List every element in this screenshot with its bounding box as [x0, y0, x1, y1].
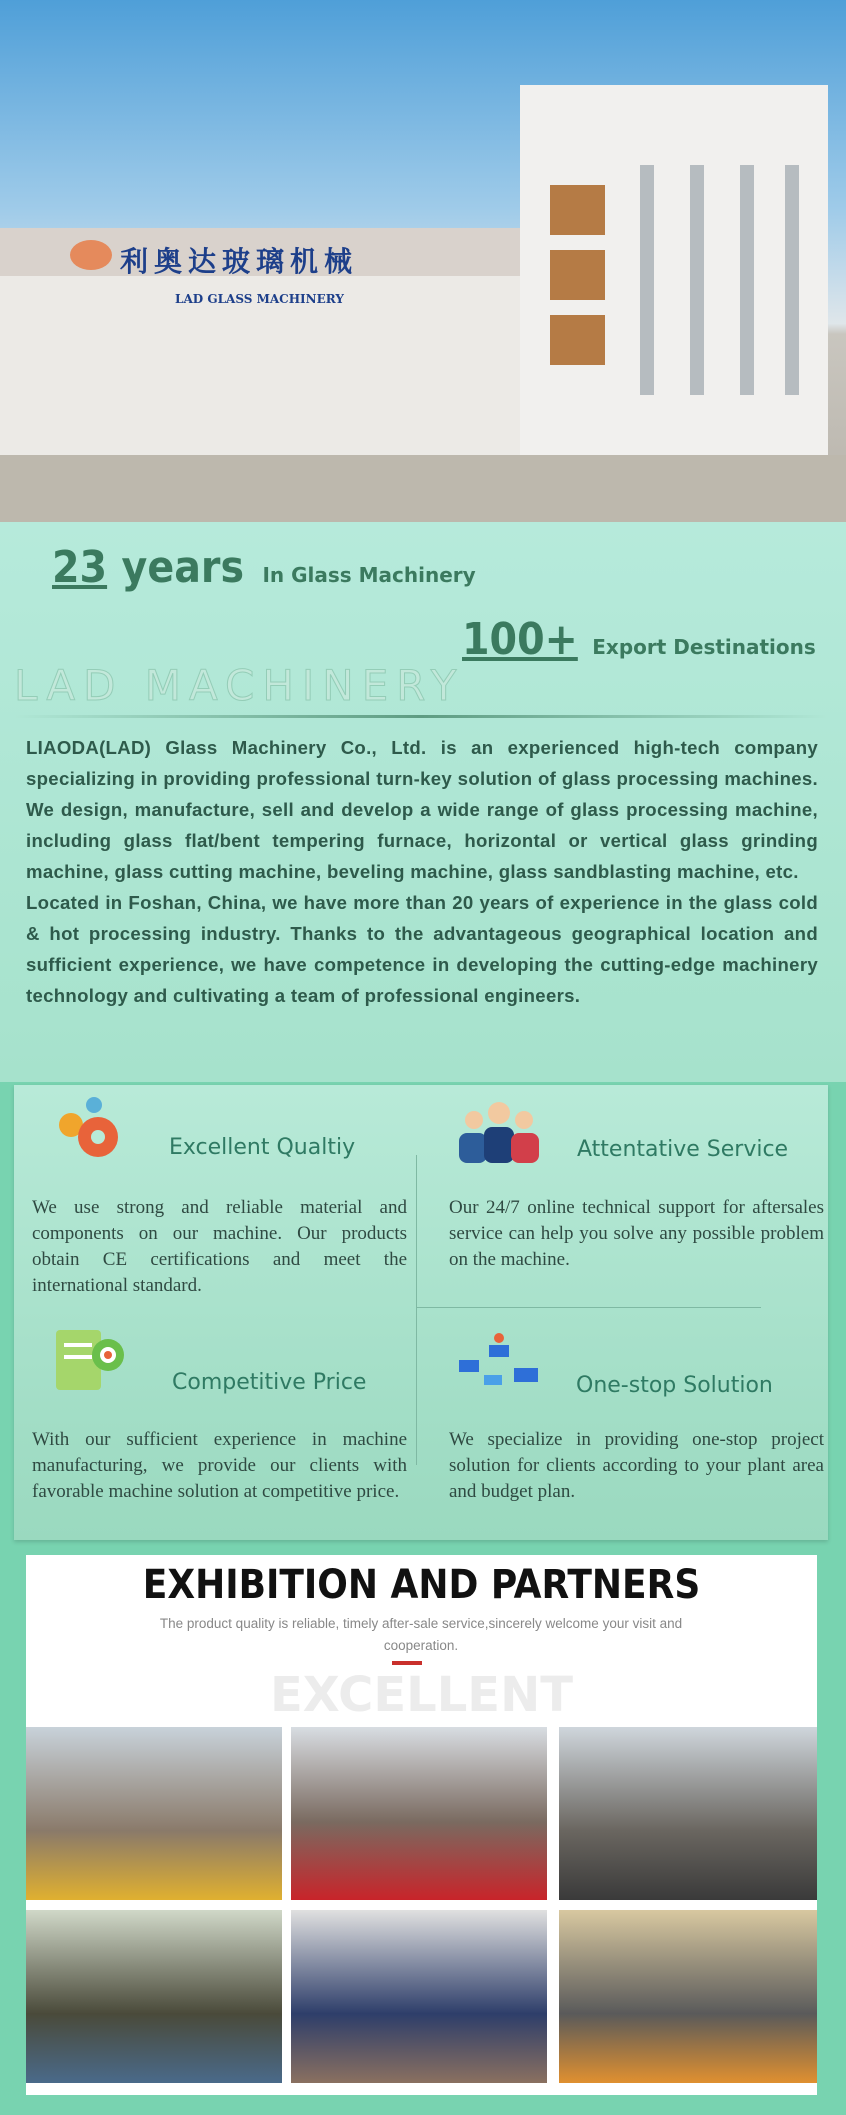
- divider: [416, 1307, 761, 1308]
- section-title: EXHIBITION AND PARTNERS: [142, 1562, 701, 1608]
- feature-service-desc: Our 24/7 online technical support for aftersales service can help you solve any possible problem on the machine.: [449, 1197, 824, 1270]
- accent-bar: [392, 1661, 422, 1665]
- company-logo: [70, 240, 112, 270]
- partner-photo: [559, 1910, 817, 2083]
- stats-section: [0, 522, 846, 1082]
- exhibition-photo: [559, 1727, 817, 1900]
- factory-photo: [0, 0, 846, 522]
- office-building: [520, 85, 828, 463]
- section-subtitle: The product quality is reliable, timely after-sale service,sincerely welcome your visit and cooperation.: [159, 1616, 683, 1653]
- feature-onestop-desc: We specialize in providing one-stop project solution for clients according to your plant area and budget plan.: [449, 1429, 824, 1502]
- watermark: LAD MACHINERY: [14, 661, 465, 710]
- divider: [14, 715, 828, 718]
- feature-service: Attentative Service: [577, 1137, 789, 1162]
- factory-sign-en: LAD GLASS MACHINERY: [175, 292, 344, 306]
- company-intro: LIAODA(LAD) Glass Machinery Co., Ltd. is an experienced high-tech company specializing in providing professional turn-key solution of glass processing machines. We design, manufacture, sell and develop a wide range of glass processing machine, including glass flat/bent tempering furnace, horizontal or vertical glass grinding machine, glass cutting machine, beveling machine, glass sandblasting machine, etc. Located in Foshan, China, we have more than 20 years of experience in the glass cold & hot processing industry. Thanks to the advantageous geographical location and sufficient experience, we have competence in developing the cutting-edge machinery technology and cultivating a team of professional engineers.: [26, 737, 818, 1006]
- export-stat: 100+ Export Destinations: [462, 614, 816, 665]
- feature-price-desc: With our sufficient experience in machine manufacturing, we provide our clients with favorable machine solution at competitive price.: [32, 1429, 407, 1502]
- partner-photo: [26, 1910, 282, 2083]
- feature-quality: Excellent Qualtiy: [169, 1135, 356, 1160]
- feature-onestop: One-stop Solution: [576, 1373, 773, 1398]
- years-stat: 23 years In Glass Machinery: [52, 542, 476, 593]
- partner-photo: [291, 1910, 547, 2083]
- divider: [416, 1155, 417, 1465]
- feature-quality-desc: We use strong and reliable material and components on our machine. Our products obtain CE certifications and meet the international standard.: [32, 1197, 407, 1296]
- watermark: EXCELLENT: [270, 1667, 573, 1723]
- factory-sign-cn: 利奥达玻璃机械: [120, 245, 359, 278]
- exhibition-photo: [291, 1727, 547, 1900]
- team-icon: [454, 1095, 544, 1165]
- features-panel: [14, 1085, 828, 1540]
- network-icon: [454, 1330, 544, 1400]
- exhibition-photo: [26, 1727, 282, 1900]
- exhibition-section: [26, 1555, 817, 2095]
- feature-price: Competitive Price: [172, 1370, 367, 1395]
- gears-icon: [46, 1095, 136, 1165]
- target-document-icon: [46, 1325, 136, 1395]
- ground: [0, 455, 846, 522]
